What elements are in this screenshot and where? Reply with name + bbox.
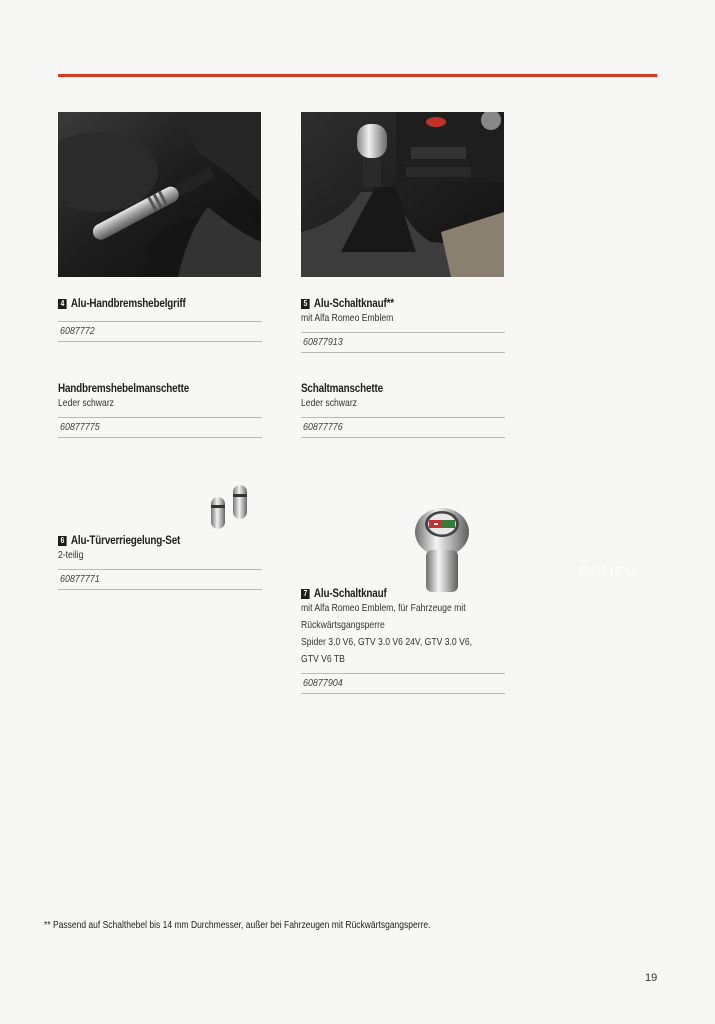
product-item-5 (301, 298, 505, 353)
faint-watermark-text: ROMEO (579, 563, 637, 579)
item-subtitle: Leder schwarz (301, 397, 357, 409)
product-item-shift-boot (301, 383, 505, 438)
product-item-handbrake-boot (58, 383, 262, 438)
product-item-4 (58, 298, 262, 342)
item-title (58, 298, 233, 310)
item-subtitle: mit Alfa Romeo Emblem (301, 312, 394, 324)
item-subtitle: 2-teilig (58, 549, 84, 561)
part-number-text: 6087772 (60, 325, 95, 337)
part-number (301, 673, 505, 694)
item-title-text: Alu-Handbremshebelgriff (70, 298, 186, 310)
part-number-text: 60877776 (303, 421, 343, 433)
product-item-6 (58, 535, 262, 590)
part-number (301, 417, 505, 438)
item-title-text: Alu-Schaltknauf (313, 588, 387, 600)
page-number: 19 (645, 972, 658, 984)
item-title-text: Schaltmanschette (301, 383, 383, 395)
part-number (301, 332, 505, 353)
item-title (301, 298, 476, 310)
item-description-line: Spider 3.0 V6, GTV 3.0 V6 24V, GTV 3.0 V6, (301, 636, 473, 648)
item-title-text: Handbremshebelmanschette (58, 383, 190, 395)
item-title (58, 535, 233, 547)
part-number (58, 417, 262, 438)
part-number-text: 60877913 (303, 336, 343, 348)
item-number-badge: 6 (58, 536, 67, 546)
item-description-line: GTV V6 TB (301, 653, 345, 665)
item-description-line: Rückwärtsgangsperre (301, 619, 385, 631)
door-lock-pins-image (205, 483, 255, 535)
header-rule (58, 74, 657, 77)
footnote: ** Passend auf Schalthebel bis 14 mm Durchmesser, außer bei Fahrzeugen mit Rückwärtsgangsperre. (44, 920, 431, 931)
product-item-7 (301, 588, 505, 694)
part-number-text: 60877771 (60, 573, 100, 585)
item-subtitle: Leder schwarz (58, 397, 114, 409)
item-title-text: Alu-Schaltknauf** (313, 298, 394, 310)
part-number-text: 60877904 (303, 677, 343, 689)
handbrake-photo (58, 112, 261, 277)
item-number-badge: 7 (301, 589, 310, 599)
part-number (58, 321, 262, 342)
gear-knob-emblem-image (412, 506, 472, 596)
item-description-line: mit Alfa Romeo Emblem, für Fahrzeuge mit (301, 602, 466, 614)
part-number (58, 569, 262, 590)
item-title (301, 383, 476, 395)
item-number-badge: 4 (58, 299, 67, 309)
item-title (58, 383, 233, 395)
item-title (301, 588, 476, 600)
gear-knob-photo (301, 112, 504, 277)
item-title-text: Alu-Türverriegelung-Set (70, 535, 181, 547)
part-number-text: 60877775 (60, 421, 100, 433)
item-number-badge: 5 (301, 299, 310, 309)
